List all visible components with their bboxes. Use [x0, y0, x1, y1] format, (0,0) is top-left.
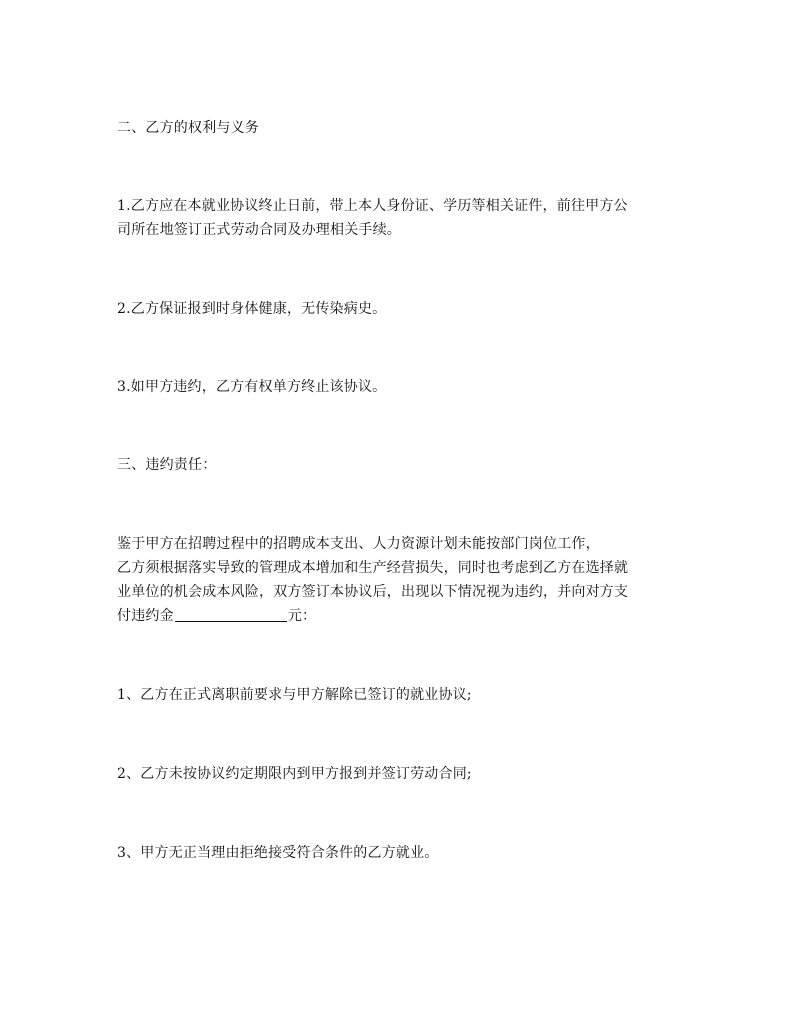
section-3-paragraph-line-1: 鉴于甲方在招聘过程中的招聘成本支出、人力资源计划未能按部门岗位工作，	[117, 536, 600, 552]
penalty-prefix: 付违约金	[117, 608, 174, 624]
breach-clause-2-text: 2、乙方未按协议约定期限内到甲方报到并签订劳动合同;	[117, 766, 472, 782]
section-2-heading	[117, 116, 692, 140]
section-3-paragraph-line-2: 乙方须根据落实导致的管理成本增加和生产经营损失，同时也考虑到乙方在选择就	[117, 560, 629, 576]
section-3-paragraph	[117, 532, 692, 628]
section-2-item-2-text: 2.乙方保证报到时身体健康，无传染病史。	[117, 301, 387, 317]
section-2-item-2	[117, 297, 692, 321]
section-3-heading	[117, 453, 692, 477]
section-3-heading-text: 三、违约责任：	[117, 457, 217, 473]
penalty-suffix: 元：	[287, 608, 317, 624]
section-2-item-3	[117, 375, 692, 399]
section-2-heading-text: 二、乙方的权利与义务	[117, 120, 259, 136]
section-2-item-1-line-1: 1.乙方应在本就业协议终止日前，带上本人身份证、学历等相关证件，前往甲方公	[117, 198, 628, 214]
section-3-paragraph-line-4	[117, 604, 692, 628]
breach-clause-2	[117, 762, 692, 786]
section-2-item-3-text: 3.如甲方违约，乙方有权单方终止该协议。	[117, 379, 387, 395]
section-2-item-1-line-2: 司所在地签订正式劳动合同及办理相关手续。	[117, 222, 401, 238]
breach-clause-3-text: 3、甲方无正当理由拒绝接受符合条件的乙方就业。	[117, 845, 439, 861]
breach-clause-1	[117, 683, 692, 707]
section-3-paragraph-line-3: 业单位的机会成本风险，双方签订本协议后，出现以下情况视为违约，并向对方支	[117, 584, 629, 600]
section-2-item-1	[117, 194, 692, 242]
breach-clause-1-text: 1、乙方在正式离职前要求与甲方解除已签订的就业协议;	[117, 687, 472, 703]
breach-clause-3	[117, 841, 692, 865]
penalty-amount-blank	[175, 605, 287, 622]
